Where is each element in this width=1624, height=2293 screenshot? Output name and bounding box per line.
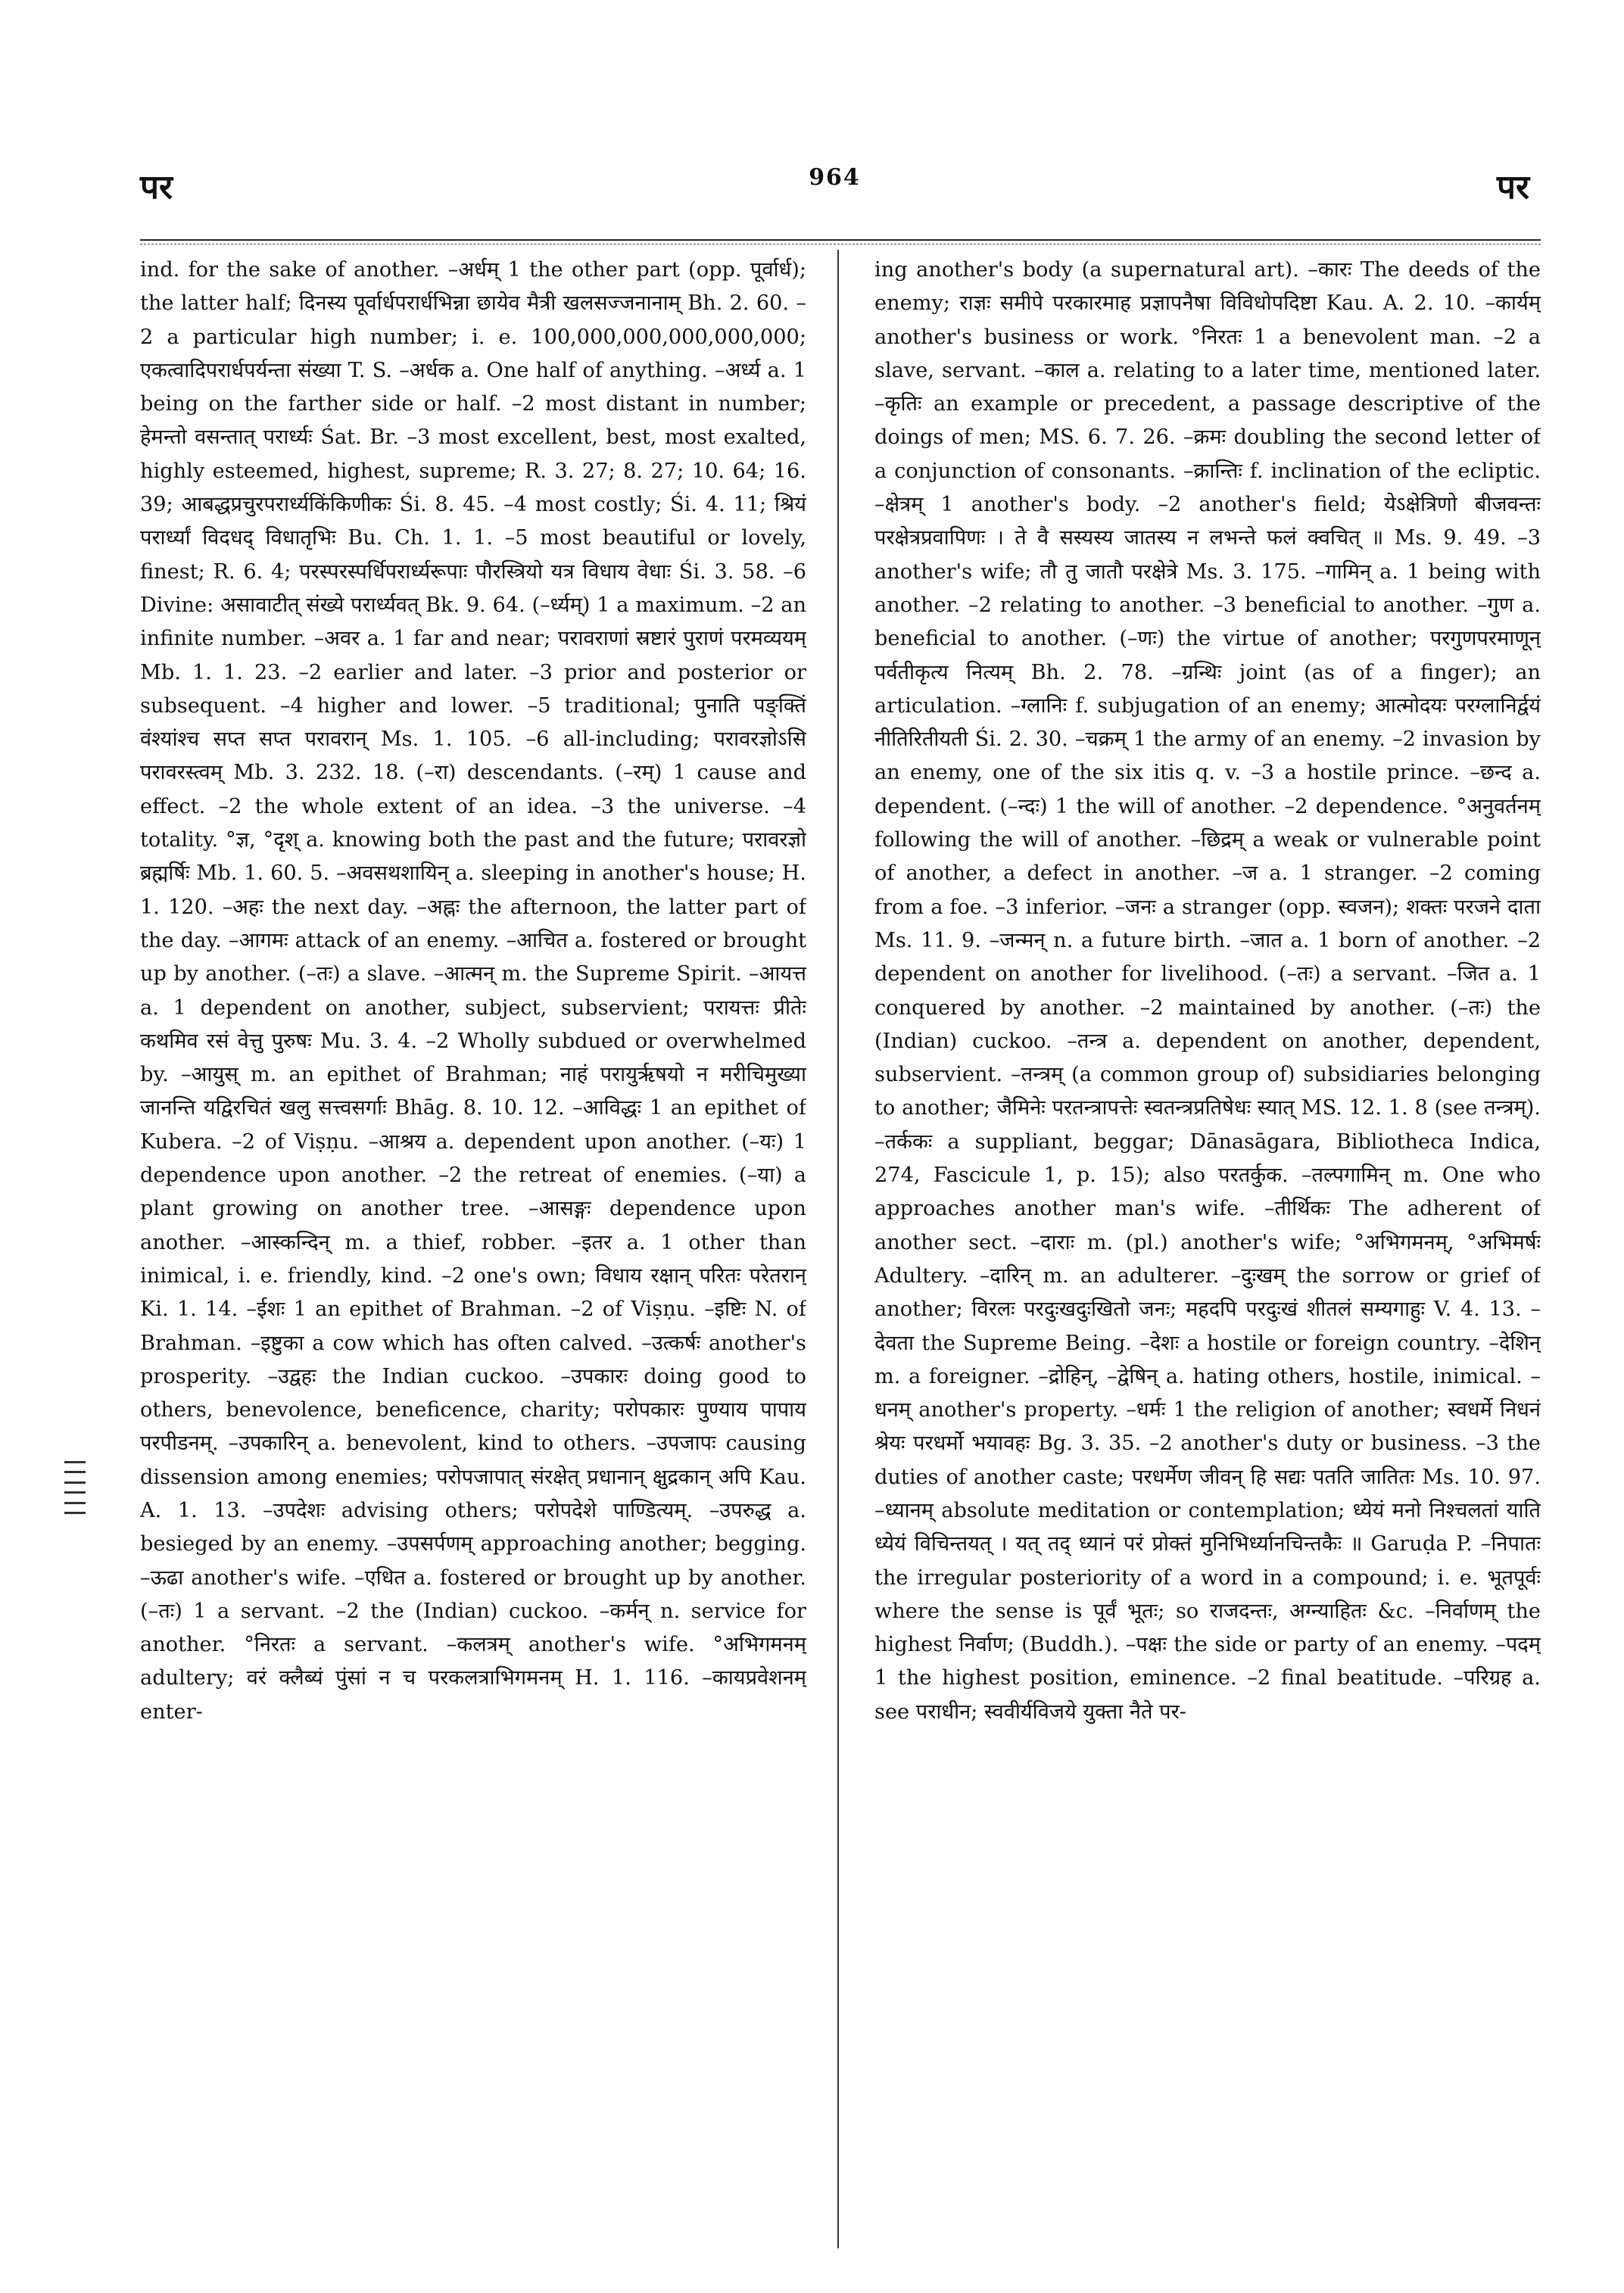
header-rule-dotted [140,244,1541,245]
left-running-headword: पर [140,168,173,207]
page-header [140,163,1529,231]
right-running-headword: पर [1497,168,1529,207]
header-rule [140,239,1541,241]
column-divider [837,250,839,2248]
page-number: 964 [809,164,861,191]
margin-register-mark [64,1461,86,1514]
left-column-text: ind. for the sake of another. –अर्धम् 1 the other part (opp. पूर्वार्ध); the latter half; दिनस्य पूर्वार्धपरार्धभिन्ना छायेव मैत्री खलसज्जनानाम् Bh. 2. 60. –2 a particular high number; i. e. 100,000,000,000,000,000; एकत्वादिपरार्धपर्यन्ता संख्या T. S. –अर्धक a. One half of anything. –अर्ध्य a. 1 being on the farther side or half. –2 most distant in number; हेमन्तो वसन्तात् परार्ध्यः Śat. Br. –3 most excellent, best, most exalted, highly esteemed, highest, supreme; R. 3. 27; 8. 27; 10. 64; 16. 39; आबद्धप्रचुरपरार्ध्यकिंकिणीकः Śi. 8. 45. –4 most costly; Śi. 4. 11; श्रियं परार्ध्यां विदधद् विधातृभिः Bu. Ch. 1. 1. –5 most beautiful or lovely, finest; R. 6. 4; परस्परस्पर्धिपरार्ध्यरूपाः पौरस्त्रियो यत्र विधाय वेधाः Śi. 3. 58. –6 Divine: असावाटीत् संख्ये परार्ध्यवत् Bk. 9. 64. (–र्ध्यम्) 1 a maximum. –2 an infinite number. –अवर a. 1 far and near; परावराणां स्रष्टारं पुराणं परमव्ययम् Mb. 1. 1. 23. –2 earlier and later. –3 prior and posterior or subsequent. –4 higher and lower. –5 traditional; पुनाति पङ्क्तिं वंश्यांश्च सप्त सप्त परावरान् Ms. 1. 105. –6 all-including; परावरज्ञोऽसि परावरस्त्वम् Mb. 3. 232. 18. (–रा) descendants. (–रम्) 1 cause and effect. –2 the whole extent of an idea. –3 the universe. –4 totality. °ज्ञ, °दृश् a. knowing both the past and the future; परावरज्ञो ब्रह्मर्षिः Mb. 1. 60. 5. –अवसथशायिन् a. sleeping in another's house; H. 1. 120. –अहः the next day. –अह्नः the afternoon, the latter part of the day. –आगमः attack of an enemy. –आचित a. fostered or brought up by another. (–तः) a slave. –आत्मन् m. the Supreme Spirit. –आयत्त a. 1 dependent on another, subject, subservient; परायत्तः प्रीतेः कथमिव रसं वेत्तु पुरुषः Mu. 3. 4. –2 Wholly subdued or overwhelmed by. –आयुस् m. an epithet of Brahman; नाहं परायुर्ऋषयो न मरीचिमुख्या जानन्ति यद्विरचितं खलु सत्त्वसर्गाः Bhāg. 8. 10. 12. –आविद्धः 1 an epithet of Kubera. –2 of Viṣṇu. –आश्रय a. dependent upon another. (–यः) 1 dependence upon another. –2 the retreat of enemies. (–या) a plant growing on another tree. –आसङ्गः dependence upon another. –आस्कन्दिन् m. a thief, robber. –इतर a. 1 other than inimical, i. e. friendly, kind. –2 one's own; विधाय रक्षान् परितः परेतरान् Ki. 1. 14. –ईशः 1 an epithet of Brahman. –2 of Viṣṇu. –इष्टिः N. of Brahman. –इष्टुका a cow which has often calved. –उत्कर्षः another's prosperity. –उद्वहः the Indian cuckoo. –उपकारः doing good to others, benevolence, beneficence, charity; परोपकारः पुण्याय पापाय परपीडनम्. –उपकारिन् a. benevolent, kind to others. –उपजापः causing dissension among enemies; परोपजापात् संरक्षेत् प्रधानान् क्षुद्रकान् अपि Kau. A. 1. 13. –उपदेशः advising others; परोपदेशे पाण्डित्यम्. –उपरुद्ध a. besieged by an enemy. –उपसर्पणम् approaching another; begging. –ऊढा another's wife. –एधित a. fostered or brought up by another. (–तः) 1 a servant. –2 the (Indian) cuckoo. –कर्मन् n. service for another. °निरतः a servant. –कलत्रम् another's wife. °अभिगमनम् adultery; वरं क्लैब्यं पुंसां न च परकलत्राभिगमनम् H. 1. 116. –कायप्रवेशनम् enter- [140,258,806,1724]
right-column-text: ing another's body (a supernatural art). –कारः The deeds of the enemy; राज्ञः समीपे परकारमाह प्रज्ञापनैषा विविधोपदिष्टा Kau. A. 2. 10. –कार्यम् another's business or work. °निरतः 1 a benevolent man. –2 a slave, servant. –काल a. relating to a later time, mentioned later. –कृतिः an example or precedent, a passage descriptive of the doings of men; MS. 6. 7. 26. –क्रमः doubling the second letter of a conjunction of consonants. –क्रान्तिः f. inclination of the ecliptic. –क्षेत्रम् 1 another's body. –2 another's field; येऽक्षेत्रिणो बीजवन्तः परक्षेत्रप्रवापिणः । ते वै सस्यस्य जातस्य न लभन्ते फलं क्वचित् ॥ Ms. 9. 49. –3 another's wife; तौ तु जातौ परक्षेत्रे Ms. 3. 175. –गामिन् a. 1 being with another. –2 relating to another. –3 beneficial to another. –गुण a. beneficial to another. (–णः) the virtue of another; परगुणपरमाणून् पर्वतीकृत्य नित्यम् Bh. 2. 78. –ग्रन्थिः joint (as of a finger); an articulation. –ग्लानिः f. subjugation of an enemy; आत्मोदयः परग्लानिर्द्वयं नीतिरितीयती Śi. 2. 30. –चक्रम् 1 the army of an enemy. –2 invasion by an enemy, one of the six itis q. v. –3 a hostile prince. –छन्द a. dependent. (–न्दः) 1 the will of another. –2 dependence. °अनुवर्तनम् following the will of another. –छिद्रम् a weak or vulnerable point of another, a defect in another. –ज a. 1 stranger. –2 coming from a foe. –3 inferior. –जनः a stranger (opp. स्वजन); शक्तः परजने दाता Ms. 11. 9. –जन्मन् n. a future birth. –जात a. 1 born of another. –2 dependent on another for livelihood. (–तः) a servant. –जित a. 1 conquered by another. –2 maintained by another. (–तः) the (Indian) cuckoo. –तन्त्र a. dependent on another, dependent, subservient. –तन्त्रम् (a common group of) subsidiaries belonging to another; जैमिनेः परतन्त्रापत्तेः स्वतन्त्रप्रतिषेधः स्यात् MS. 12. 1. 8 (see तन्त्रम्). –तर्ककः a suppliant, beggar; Dānasāgara, Bibliotheca Indica, 274, Fascicule 1, p. 15); also परतर्कुक. –तल्पगामिन् m. One who approaches another man's wife. –तीर्थिकः The adherent of another sect. –दाराः m. (pl.) another's wife; °अभिगमनम्, °अभिमर्षः Adultery. –दारिन् m. an adulterer. –दुःखम् the sorrow or grief of another; विरलः परदुःखदुःखितो जनः; महदपि परदुःखं शीतलं सम्यगाहुः V. 4. 13. –देवता the Supreme Being. –देशः a hostile or foreign country. –देशिन् m. a foreigner. –द्रोहिन्, –द्वेषिन् a. hating others, hostile, inimical. –धनम् another's property. –धर्मः 1 the religion of another; स्वधर्मे निधनं श्रेयः परधर्मो भयावहः Bg. 3. 35. –2 another's duty or business. –3 the duties of another caste; परधर्मेण जीवन् हि सद्यः पतति जातितः Ms. 10. 97. –ध्यानम् absolute meditation or contemplation; ध्येयं मनो निश्चलतां याति ध्येयं विचिन्तयत् । यत् तद् ध्यानं परं प्रोक्तं मुनिभिर्ध्यानचिन्तकैः ॥ Garuḍa P. –निपातः the irregular posteriority of a word in a compound; i. e. भूतपूर्वः where the sense is पूर्वं भूतः; so राजदन्तः, अग्न्याहितः &c. –निर्वाणम् the highest निर्वाण; (Buddh.). –पक्षः the side or party of an enemy. –पदम् 1 the highest position, eminence. –2 final beatitude. –परिग्रह a. see पराधीन; स्ववीर्यविजये युक्ता नैते पर- [874,258,1541,1724]
